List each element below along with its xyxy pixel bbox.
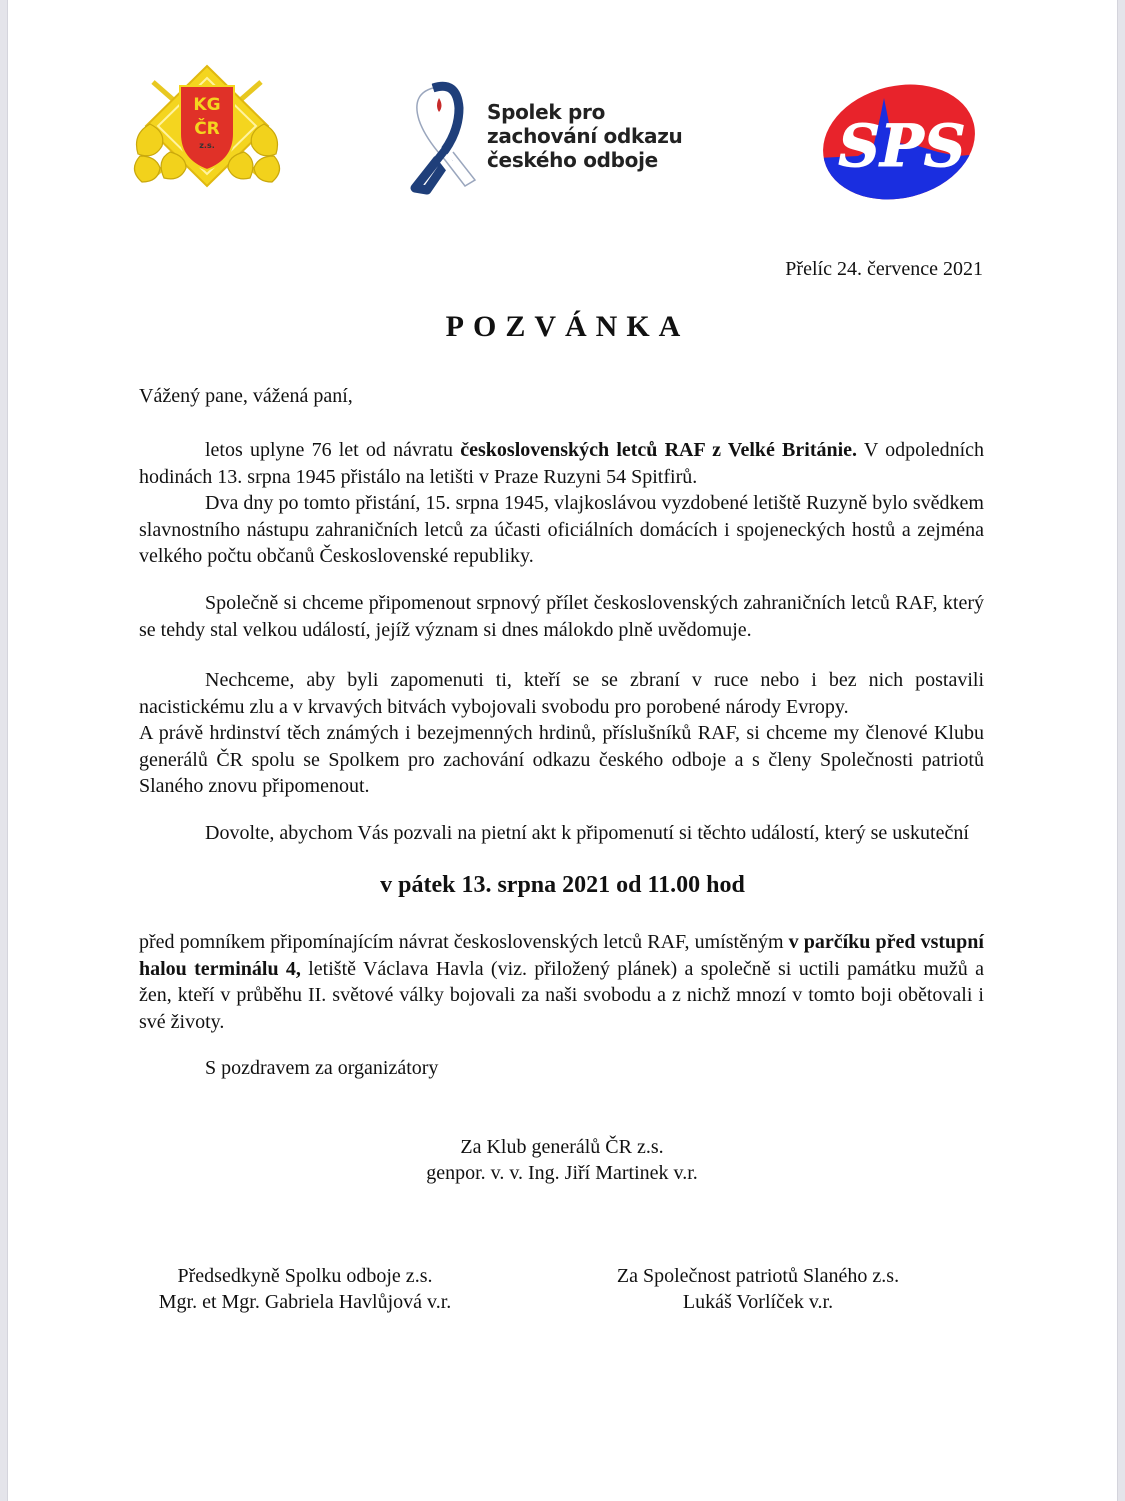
paragraph-3 — [139, 667, 984, 800]
spolek-logo — [405, 80, 695, 195]
p3-text-a: Nechceme, aby byli zapomenuti ti, kteří se se zbraní v ruce nebo i bez nich postavili nacistickému zlu a v krvavých bitvách vybojovali svobodu pro porobené národy Evropy. — [139, 669, 984, 718]
signature-left-name: Mgr. et Mgr. Gabriela Havlůjová v.r. — [158, 1291, 452, 1313]
kg-cr-logo — [128, 64, 286, 192]
p5-text-b: letiště Václava Havla (viz. přiložený plánek) a společně si uctili památku mužů a žen, kteří v průběhu II. světové války bojovali za naši svobodu a z nichž mnozí v tomto boji obětovali i své životy. — [139, 957, 984, 1033]
paragraph-2 — [139, 590, 984, 643]
page-edge-left — [0, 0, 8, 1501]
p1-text-c: Dva dny po tomto přistání, 15. srpna 1945, vlajkoslávou vyzdobené letiště Ruzyně bylo svědkem slavnostního nástupu zahraničních letců za účasti oficiálních domácích i spojeneckých hostů a zejména velkého počtu občanů Československé republiky. — [139, 492, 984, 567]
kg-emblem-icon — [128, 64, 286, 192]
signature-main — [362, 1134, 762, 1186]
zs-text: z.s. — [199, 141, 215, 150]
greeting: Vážený pane, vážená paní, — [139, 385, 353, 407]
p5-text-a: před pomníkem připomínajícím návrat československých letců RAF, umístěným — [139, 931, 789, 953]
event-datetime: v pátek 13. srpna 2021 od 11.00 hod — [380, 872, 745, 898]
spolek-logo-text — [487, 100, 683, 172]
sps-text: SPS — [838, 112, 966, 180]
signature-main-org: Za Klub generálů ČR z.s. — [460, 1136, 664, 1158]
p1-text-b: V odpoledních hodinách 13. srpna 1945 přistálo na letišti v Praze Ruzyni 54 Spitfirů. — [139, 439, 985, 488]
paragraph-1 — [139, 437, 984, 570]
signature-left-org: Předsedkyně Spolku odboje z.s. — [177, 1265, 433, 1287]
spolek-line-1: Spolek pro — [487, 100, 606, 124]
signature-right-org: Za Společnost patriotů Slaného z.s. — [616, 1265, 900, 1287]
cr-text: ČR — [194, 119, 220, 139]
signature-left — [125, 1263, 485, 1315]
p1-bold: československých letců RAF z Velké Británie. — [460, 439, 858, 461]
closing: S pozdravem za organizátory — [205, 1057, 439, 1079]
p1-text-a: letos uplyne 76 let od návratu — [205, 439, 461, 461]
spolek-line-2: zachování odkazu — [487, 124, 683, 148]
ribbon-icon — [405, 80, 485, 195]
p2-text: Společně si chceme připomenout srpnový přílet československých zahraničních letců RAF, který se tehdy stal velkou událostí, jejíž význam si dnes málokdo plně uvědomuje. — [139, 592, 984, 641]
paragraph-4 — [139, 820, 984, 847]
spolek-line-3: českého odboje — [487, 148, 658, 172]
kg-text: KG — [193, 95, 221, 115]
sps-emblem-icon — [818, 78, 980, 202]
paragraph-5 — [139, 929, 984, 1035]
page-edge-right — [1117, 0, 1125, 1501]
p5-bold: v parčíku před vstupní halou terminálu 4, — [139, 931, 984, 980]
p4-text: Dovolte, abychom Vás pozvali na pietní akt k připomenutí si těchto událostí, který se uskuteční — [205, 822, 969, 844]
document-date: Přelíc 24. července 2021 — [785, 258, 983, 280]
document-title: POZVÁNKA — [445, 310, 690, 343]
p3-text-b: A právě hrdinství těch známých i bezejmenných hrdinů, příslušníků RAF, si chceme my členové Klubu generálů ČR spolu se Spolkem pro zachování odkazu českého odboje a s členy Společnosti patriotů Slaného znovu připomenout. — [139, 722, 984, 797]
signature-right — [578, 1263, 938, 1315]
signature-right-name: Lukáš Vorlíček v.r. — [682, 1291, 834, 1313]
sps-logo — [818, 78, 980, 202]
signature-main-name: genpor. v. v. Ing. Jiří Martinek v.r. — [426, 1162, 698, 1184]
flame-icon — [437, 98, 442, 112]
